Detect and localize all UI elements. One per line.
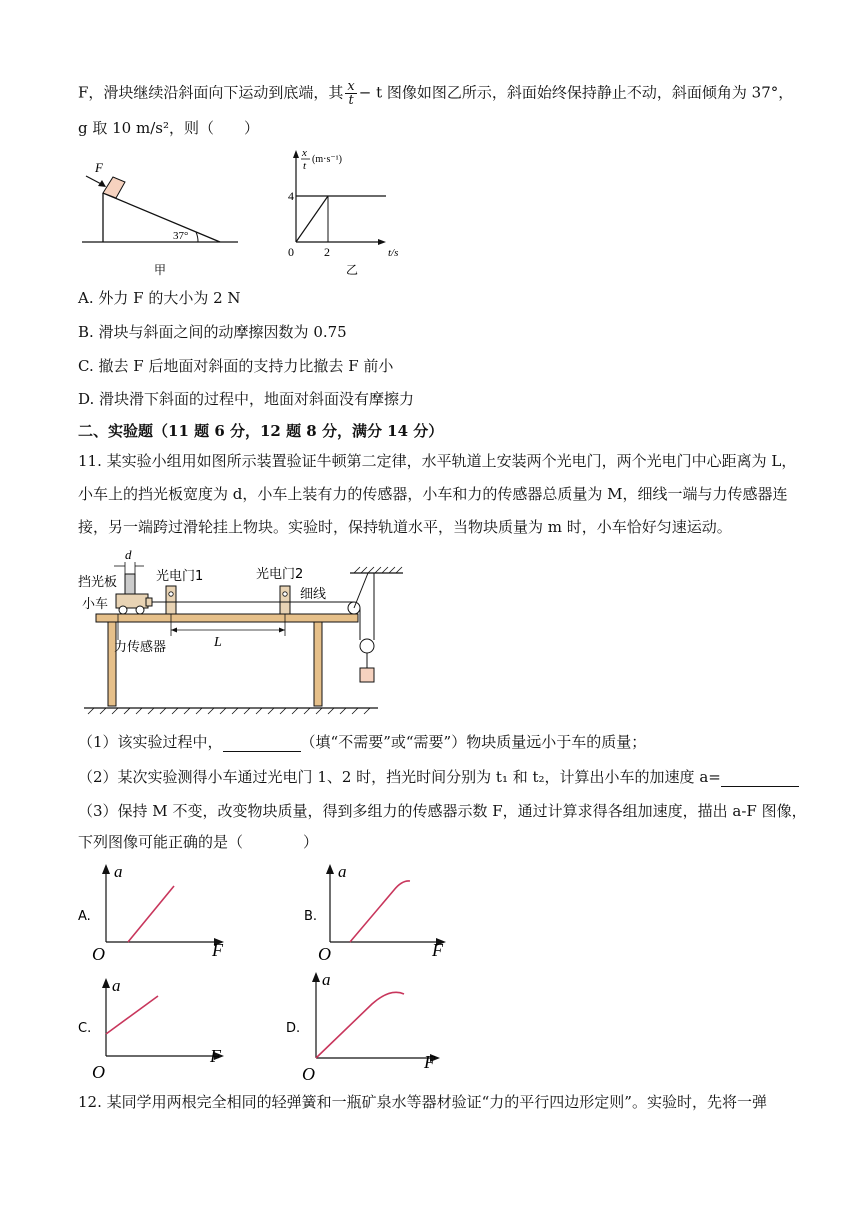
table-top (96, 614, 358, 622)
label-d: d (125, 548, 132, 562)
figure-incline (78, 150, 248, 280)
angle-label: 37° (173, 230, 189, 242)
q11-sub3-line2: 下列图像可能正确的是（ ） (78, 833, 319, 851)
label-cart: 小车 (82, 597, 109, 612)
table-leg-left (108, 622, 116, 706)
graph-d-curve (316, 992, 404, 1058)
force-label: F (95, 160, 103, 175)
q11-sub1: （1）该实验过程中， （填“不需要”或“需要”）物块质量远小于车的质量； (78, 733, 647, 751)
caption-jia: 甲 (154, 263, 167, 277)
table-leg-right (314, 622, 322, 706)
svg-text:O: O (302, 1064, 315, 1084)
q11-stem-line2: 小车上的挡光板宽度为 d，小车上装有力的传感器，小车和力的传感器总质量为 M，细线一端与力传感器连 (78, 485, 788, 503)
label-baffle: 挡光板 (78, 575, 118, 590)
q12-stem-line1: 12. 某同学用两根完全相同的轻弹簧和一瓶矿泉水等器材验证“力的平行四边形定则”。实验时，先将一弹 (78, 1093, 767, 1111)
label-sensor: 力传感器 (114, 640, 167, 655)
label-gate2: 光电门2 (256, 567, 304, 582)
svg-text:A.: A. (78, 909, 91, 924)
svg-text:C.: C. (78, 1021, 92, 1036)
photogate-1 (166, 586, 176, 614)
svg-text:a: a (112, 976, 121, 995)
svg-text:F: F (210, 1046, 221, 1066)
q11-stem-line3: 接，另一端跨过滑轮挂上物块。实验时，保持轨道水平，当物块质量为 m 时，小车恰好匀速运动。 (78, 518, 732, 536)
q10-stem-line2: g 取 10 m/s²，则（ ） (78, 119, 259, 137)
svg-text:F: F (432, 940, 443, 960)
graph-option-a (78, 860, 238, 966)
figure-xt-graph (282, 144, 402, 284)
graph-option-b (304, 860, 464, 966)
pulley-movable (360, 639, 374, 653)
x-tick-2: 2 (324, 245, 330, 259)
y-axis-t: t (303, 160, 307, 172)
svg-text:a: a (114, 862, 123, 881)
answer-blank-2[interactable] (721, 772, 799, 787)
hanging-block (360, 668, 374, 682)
graph-c-line (106, 996, 158, 1034)
y-tick-4: 4 (288, 189, 294, 203)
svg-text:a: a (322, 970, 331, 989)
option-d: D. 滑块滑下斜面的过程中，地面对斜面没有摩擦力 (78, 390, 415, 408)
svg-text:B.: B. (304, 909, 318, 924)
label-L: L (214, 635, 222, 650)
option-b: B. 滑块与斜面之间的动摩擦因数为 0.75 (78, 323, 347, 341)
svg-text:O: O (92, 1062, 105, 1082)
graph-option-c (78, 972, 238, 1084)
q11-stem-line1: 11. 某实验小组用如图所示装置验证牛顿第二定律，水平轨道上安装两个光电门，两个光电门中心距离为 L， (78, 452, 797, 470)
plot-rising (296, 196, 328, 242)
origin-0: 0 (288, 245, 294, 259)
q11-sub3-line1: （3）保持 M 不变，改变物块质量，得到多组力的传感器示数 F，通过计算求得各组加速度，描出 a-F 图像， (78, 802, 807, 820)
apparatus-diagram (78, 548, 438, 718)
label-gate1: 光电门1 (156, 569, 204, 584)
baffle-plate (125, 574, 135, 594)
answer-blank-1[interactable] (223, 737, 301, 752)
svg-text:O: O (318, 944, 331, 964)
option-c: C. 撤去 F 后地面对斜面的支持力比撤去 F 前小 (78, 357, 394, 375)
photogate-2 (280, 586, 290, 614)
svg-text:F: F (424, 1052, 435, 1072)
y-axis-unit: (m·s⁻¹) (312, 154, 342, 165)
svg-text:D.: D. (286, 1021, 301, 1036)
graph-option-d (286, 966, 456, 1084)
xt-fraction: $\frac{x}{t}$ (347, 79, 355, 108)
force-sensor (146, 598, 152, 606)
label-string: 细线 (300, 587, 327, 602)
section-2-title: 二、实验题（11 题 6 分，12 题 8 分，满分 14 分） (78, 422, 444, 440)
q11-sub2: （2）某次实验测得小车通过光电门 1、2 时，挡光时间分别为 t₁ 和 t₂，计算出小车的加速度 a= (78, 767, 799, 787)
cart-body (116, 594, 148, 608)
graph-b-curve (350, 881, 410, 942)
y-axis-x: x (302, 147, 307, 159)
graph-a-line (128, 886, 174, 942)
svg-text:F: F (212, 940, 223, 960)
option-a: A. 外力 F 的大小为 2 N (78, 289, 241, 307)
q10-stem-line1: F，滑块继续沿斜面向下运动到底端，其 $\frac{x}{t}$ − t 图像如图乙所示，斜面始终保持静止不动，斜面倾角为 37°， (78, 79, 794, 108)
svg-text:a: a (338, 862, 347, 881)
svg-text:O: O (92, 944, 105, 964)
caption-yi: 乙 (346, 263, 359, 277)
x-axis-label: t/s (388, 247, 399, 259)
